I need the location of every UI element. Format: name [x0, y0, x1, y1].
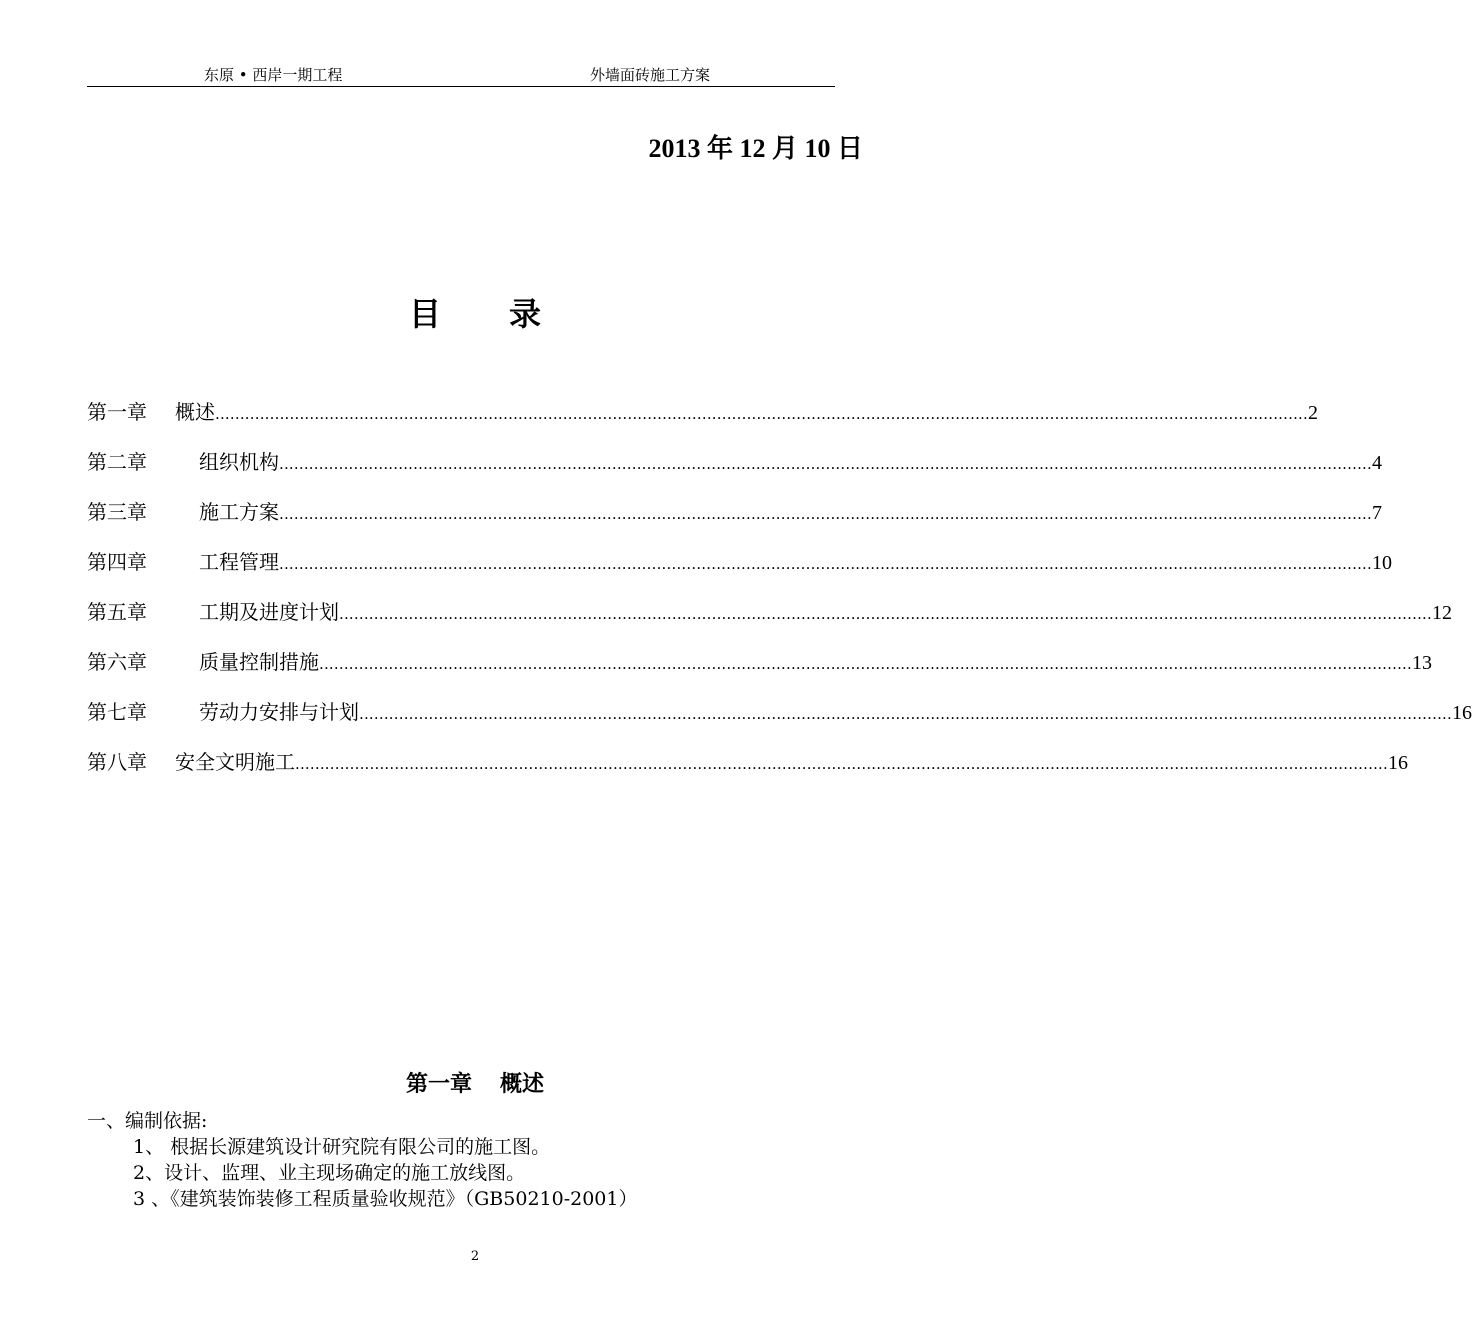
toc-entry[interactable] — [87, 546, 1392, 596]
toc-page-number: 10 — [1371, 552, 1392, 574]
toc-chapter-number: 第七章 — [87, 700, 147, 724]
toc-chapter-number: 第四章 — [87, 550, 147, 574]
toc-dot-leader: ............................................................................................................................................................................................................................ — [359, 705, 1452, 723]
toc-entry[interactable] — [87, 396, 1318, 446]
toc-chapter-number: 第八章 — [87, 750, 147, 774]
toc-chapter-number: 第二章 — [87, 450, 147, 474]
toc-chapter-title: 组织机构 — [199, 450, 279, 474]
list-item: 1、 根据长源建筑设计研究院有限公司的施工图。 — [133, 1136, 551, 1158]
toc-entry[interactable] — [87, 496, 1382, 546]
toc-chapter-title: 施工方案 — [199, 500, 279, 524]
toc-entry[interactable] — [87, 646, 1432, 696]
table-of-contents — [87, 396, 1472, 796]
toc-entry[interactable] — [87, 446, 1382, 496]
toc-entry[interactable] — [87, 746, 1408, 796]
toc-entry[interactable] — [87, 596, 1452, 646]
chapter-body — [87, 1108, 638, 1212]
toc-page-number: 2 — [1307, 402, 1318, 424]
toc-chapter-number: 第六章 — [87, 650, 147, 674]
page-header — [87, 64, 835, 87]
toc-chapter-title: 质量控制措施 — [199, 650, 319, 674]
page-number: 2 — [470, 1249, 480, 1264]
toc-chapter-number: 第五章 — [87, 600, 147, 624]
toc-dot-leader: ............................................................................................................................................................................................................................ — [295, 755, 1388, 773]
toc-chapter-title: 概述 — [175, 400, 215, 424]
toc-page-number: 7 — [1371, 502, 1382, 524]
toc-chapter-number: 第一章 — [87, 400, 147, 424]
toc-page-number: 12 — [1431, 602, 1452, 624]
toc-chapter-title: 劳动力安排与计划 — [199, 700, 359, 724]
toc-chapter-title: 工期及进度计划 — [199, 600, 339, 624]
list-item: 3 、《建筑装饰装修工程质量验收规范》（GB50210-2001） — [133, 1188, 638, 1210]
toc-page-number: 16 — [1451, 702, 1472, 724]
chapter-title — [0, 1068, 950, 1100]
toc-chapter-number: 第三章 — [87, 500, 147, 524]
toc-dot-leader: ............................................................................................................................................................................................................................ — [339, 605, 1432, 623]
toc-dot-leader: ............................................................................................................................................................................................................................ — [319, 655, 1412, 673]
toc-entry[interactable] — [87, 696, 1472, 746]
chapter-name: 概述 — [500, 1071, 545, 1097]
section-heading: 一、编制依据: — [87, 1110, 208, 1132]
header-project-name: 东原 • 西岸一期工程 — [204, 66, 343, 84]
toc-page-number: 4 — [1371, 452, 1382, 474]
toc-chapter-title: 安全文明施工 — [175, 750, 295, 774]
list-item: 2、设计、监理、业主现场确定的施工放线图。 — [133, 1162, 526, 1184]
header-document-name: 外墙面砖施工方案 — [590, 66, 711, 84]
toc-dot-leader: ............................................................................................................................................................................................................................ — [215, 405, 1308, 423]
toc-dot-leader: ............................................................................................................................................................................................................................ — [279, 505, 1372, 523]
toc-dot-leader: ............................................................................................................................................................................................................................ — [279, 455, 1372, 473]
toc-title: 目录 — [408, 295, 609, 333]
toc-chapter-title: 工程管理 — [199, 550, 279, 574]
chapter-number: 第一章 — [405, 1071, 472, 1097]
toc-dot-leader: ............................................................................................................................................................................................................................ — [279, 555, 1372, 573]
toc-page-number: 13 — [1411, 652, 1432, 674]
toc-page-number: 16 — [1387, 752, 1408, 774]
document-date: 2013 年 12 月 10 日 — [648, 134, 863, 163]
